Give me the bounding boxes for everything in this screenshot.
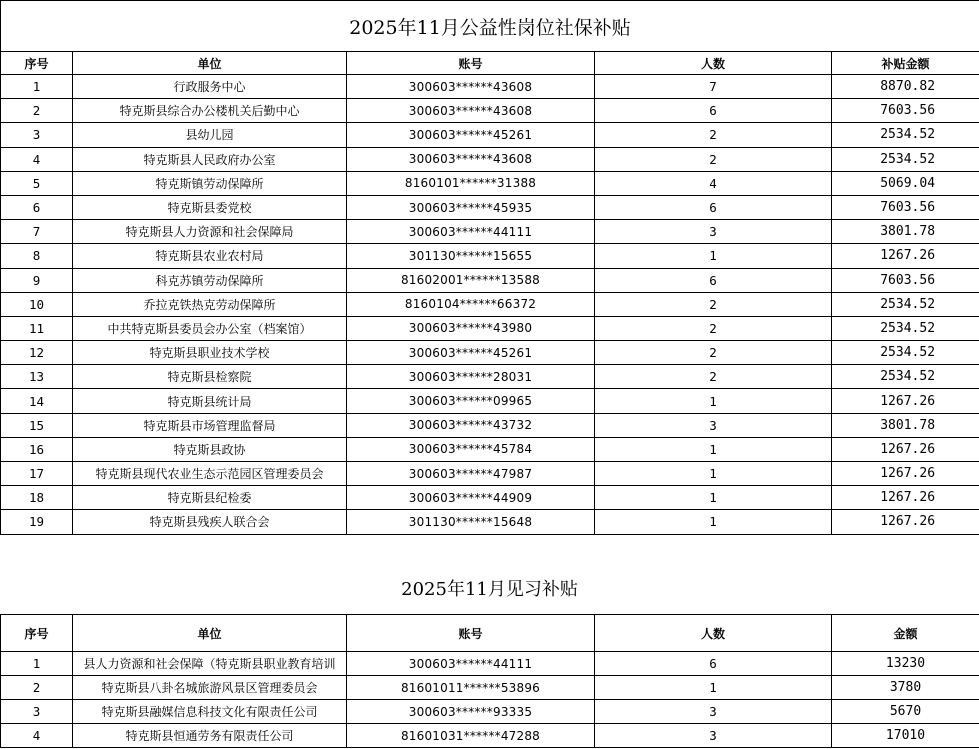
cell-headcount: 6 bbox=[595, 268, 832, 292]
cell-amount: 13230 bbox=[832, 652, 979, 676]
cell-index: 3 bbox=[1, 700, 73, 724]
cell-index: 7 bbox=[1, 220, 73, 244]
cell-account: 300603******44111 bbox=[347, 220, 595, 244]
cell-account: 300603******43980 bbox=[347, 316, 595, 340]
cell-headcount: 1 bbox=[595, 389, 832, 413]
cell-headcount: 1 bbox=[595, 510, 832, 534]
cell-headcount: 1 bbox=[595, 437, 832, 461]
cell-account: 81602001******13588 bbox=[347, 268, 595, 292]
cell-index: 14 bbox=[1, 389, 73, 413]
cell-amount: 3801.78 bbox=[832, 413, 979, 437]
cell-unit: 特克斯县统计局 bbox=[73, 389, 347, 413]
header-index: 序号 bbox=[1, 52, 73, 75]
cell-account: 300603******44909 bbox=[347, 486, 595, 510]
cell-unit: 特克斯县人力资源和社会保障局 bbox=[73, 220, 347, 244]
cell-amount: 1267.26 bbox=[832, 437, 979, 461]
table-row bbox=[1, 700, 979, 724]
cell-amount: 1267.26 bbox=[832, 244, 979, 268]
cell-account: 300603******43608 bbox=[347, 75, 595, 99]
table-row bbox=[1, 676, 979, 700]
cell-amount: 17010 bbox=[832, 724, 979, 748]
cell-index: 4 bbox=[1, 724, 73, 748]
cell-index: 19 bbox=[1, 510, 73, 534]
cell-account: 300603******09965 bbox=[347, 389, 595, 413]
cell-unit: 县幼儿园 bbox=[73, 123, 347, 147]
cell-amount: 1267.26 bbox=[832, 486, 979, 510]
cell-amount: 2534.52 bbox=[832, 316, 979, 340]
table2-header-row bbox=[1, 615, 979, 652]
cell-amount: 2534.52 bbox=[832, 123, 979, 147]
cell-account: 300603******45261 bbox=[347, 123, 595, 147]
cell-index: 1 bbox=[1, 652, 73, 676]
cell-headcount: 7 bbox=[595, 75, 832, 99]
cell-amount: 1267.26 bbox=[832, 389, 979, 413]
cell-index: 12 bbox=[1, 341, 73, 365]
internship-subsidy-table bbox=[0, 614, 979, 748]
table-row bbox=[1, 99, 979, 123]
cell-account: 300603******93335 bbox=[347, 700, 595, 724]
cell-headcount: 6 bbox=[595, 99, 832, 123]
cell-account: 301130******15655 bbox=[347, 244, 595, 268]
cell-unit: 特克斯县职业技术学校 bbox=[73, 341, 347, 365]
table-row bbox=[1, 652, 979, 676]
table-row bbox=[1, 75, 979, 99]
cell-index: 6 bbox=[1, 195, 73, 219]
cell-index: 4 bbox=[1, 147, 73, 171]
table-row bbox=[1, 486, 979, 510]
cell-account: 301130******15648 bbox=[347, 510, 595, 534]
cell-index: 15 bbox=[1, 413, 73, 437]
cell-account: 300603******45261 bbox=[347, 341, 595, 365]
cell-account: 8160104******66372 bbox=[347, 292, 595, 316]
header-unit: 单位 bbox=[73, 52, 347, 75]
cell-headcount: 3 bbox=[595, 724, 832, 748]
table-row bbox=[1, 365, 979, 389]
cell-amount: 2534.52 bbox=[832, 147, 979, 171]
cell-account: 300603******45935 bbox=[347, 195, 595, 219]
table-row bbox=[1, 244, 979, 268]
cell-index: 18 bbox=[1, 486, 73, 510]
cell-headcount: 6 bbox=[595, 195, 832, 219]
cell-amount: 3780 bbox=[832, 676, 979, 700]
cell-headcount: 4 bbox=[595, 171, 832, 195]
header-account: 账号 bbox=[347, 615, 595, 652]
cell-headcount: 2 bbox=[595, 147, 832, 171]
table-row bbox=[1, 292, 979, 316]
cell-unit: 特克斯县综合办公楼机关后勤中心 bbox=[73, 99, 347, 123]
table-row bbox=[1, 123, 979, 147]
cell-amount: 1267.26 bbox=[832, 462, 979, 486]
table-row bbox=[1, 147, 979, 171]
cell-amount: 1267.26 bbox=[832, 510, 979, 534]
cell-headcount: 6 bbox=[595, 652, 832, 676]
cell-unit: 特克斯县人民政府办公室 bbox=[73, 147, 347, 171]
cell-headcount: 1 bbox=[595, 676, 832, 700]
cell-headcount: 2 bbox=[595, 316, 832, 340]
table-row bbox=[1, 220, 979, 244]
table-row bbox=[1, 171, 979, 195]
cell-index: 8 bbox=[1, 244, 73, 268]
cell-headcount: 2 bbox=[595, 341, 832, 365]
cell-amount: 2534.52 bbox=[832, 292, 979, 316]
table-row bbox=[1, 462, 979, 486]
cell-amount: 3801.78 bbox=[832, 220, 979, 244]
cell-account: 81601011******53896 bbox=[347, 676, 595, 700]
cell-unit: 中共特克斯县委员会办公室（档案馆） bbox=[73, 316, 347, 340]
cell-account: 81601031******47288 bbox=[347, 724, 595, 748]
cell-account: 300603******43732 bbox=[347, 413, 595, 437]
cell-account: 300603******43608 bbox=[347, 147, 595, 171]
table-row bbox=[1, 724, 979, 748]
cell-unit: 特克斯县政协 bbox=[73, 437, 347, 461]
cell-account: 300603******28031 bbox=[347, 365, 595, 389]
header-account: 账号 bbox=[347, 52, 595, 75]
cell-amount: 8870.82 bbox=[832, 75, 979, 99]
cell-index: 9 bbox=[1, 268, 73, 292]
cell-unit: 特克斯县八卦名城旅游风景区管理委员会 bbox=[73, 676, 347, 700]
table-row bbox=[1, 510, 979, 534]
cell-headcount: 2 bbox=[595, 123, 832, 147]
cell-amount: 7603.56 bbox=[832, 195, 979, 219]
cell-unit: 特克斯县现代农业生态示范园区管理委员会 bbox=[73, 462, 347, 486]
cell-headcount: 1 bbox=[595, 462, 832, 486]
cell-index: 1 bbox=[1, 75, 73, 99]
cell-account: 8160101******31388 bbox=[347, 171, 595, 195]
header-subsidy-amount: 补贴金额 bbox=[832, 52, 979, 75]
cell-index: 16 bbox=[1, 437, 73, 461]
cell-amount: 7603.56 bbox=[832, 268, 979, 292]
cell-index: 17 bbox=[1, 462, 73, 486]
cell-unit: 特克斯县残疾人联合会 bbox=[73, 510, 347, 534]
cell-unit: 特克斯县恒通劳务有限责任公司 bbox=[73, 724, 347, 748]
cell-unit: 县人力资源和社会保障（特克斯县职业教育培训 bbox=[73, 652, 347, 676]
cell-account: 300603******45784 bbox=[347, 437, 595, 461]
cell-unit: 乔拉克铁热克劳动保障所 bbox=[73, 292, 347, 316]
cell-amount: 2534.52 bbox=[832, 365, 979, 389]
cell-index: 5 bbox=[1, 171, 73, 195]
cell-headcount: 1 bbox=[595, 486, 832, 510]
cell-amount: 7603.56 bbox=[832, 99, 979, 123]
table-row bbox=[1, 341, 979, 365]
header-unit: 单位 bbox=[73, 615, 347, 652]
table-row bbox=[1, 268, 979, 292]
table-row bbox=[1, 389, 979, 413]
cell-amount: 5670 bbox=[832, 700, 979, 724]
cell-headcount: 1 bbox=[595, 244, 832, 268]
cell-headcount: 3 bbox=[595, 220, 832, 244]
cell-headcount: 2 bbox=[595, 365, 832, 389]
cell-index: 10 bbox=[1, 292, 73, 316]
header-headcount: 人数 bbox=[595, 52, 832, 75]
table-row bbox=[1, 316, 979, 340]
cell-headcount: 3 bbox=[595, 700, 832, 724]
header-amount: 金额 bbox=[832, 615, 979, 652]
cell-index: 2 bbox=[1, 676, 73, 700]
header-index: 序号 bbox=[1, 615, 73, 652]
table1-title: 2025年11月公益性岗位社保补贴 bbox=[1, 1, 979, 52]
cell-index: 3 bbox=[1, 123, 73, 147]
cell-unit: 特克斯县检察院 bbox=[73, 365, 347, 389]
cell-unit: 行政服务中心 bbox=[73, 75, 347, 99]
cell-amount: 2534.52 bbox=[832, 341, 979, 365]
table-row bbox=[1, 413, 979, 437]
cell-account: 300603******44111 bbox=[347, 652, 595, 676]
cell-amount: 5069.04 bbox=[832, 171, 979, 195]
cell-unit: 特克斯县融媒信息科技文化有限责任公司 bbox=[73, 700, 347, 724]
cell-index: 11 bbox=[1, 316, 73, 340]
cell-headcount: 3 bbox=[595, 413, 832, 437]
cell-account: 300603******43608 bbox=[347, 99, 595, 123]
cell-unit: 特克斯县委党校 bbox=[73, 195, 347, 219]
table-row bbox=[1, 195, 979, 219]
cell-unit: 特克斯县市场管理监督局 bbox=[73, 413, 347, 437]
header-headcount: 人数 bbox=[595, 615, 832, 652]
table1-header-row bbox=[1, 52, 979, 75]
table-row bbox=[1, 437, 979, 461]
cell-index: 2 bbox=[1, 99, 73, 123]
cell-unit: 科克苏镇劳动保障所 bbox=[73, 268, 347, 292]
cell-unit: 特克斯县农业农村局 bbox=[73, 244, 347, 268]
cell-unit: 特克斯镇劳动保障所 bbox=[73, 171, 347, 195]
table2-title: 2025年11月见习补贴 bbox=[401, 579, 578, 600]
cell-account: 300603******47987 bbox=[347, 462, 595, 486]
cell-unit: 特克斯县纪检委 bbox=[73, 486, 347, 510]
cell-headcount: 2 bbox=[595, 292, 832, 316]
cell-index: 13 bbox=[1, 365, 73, 389]
